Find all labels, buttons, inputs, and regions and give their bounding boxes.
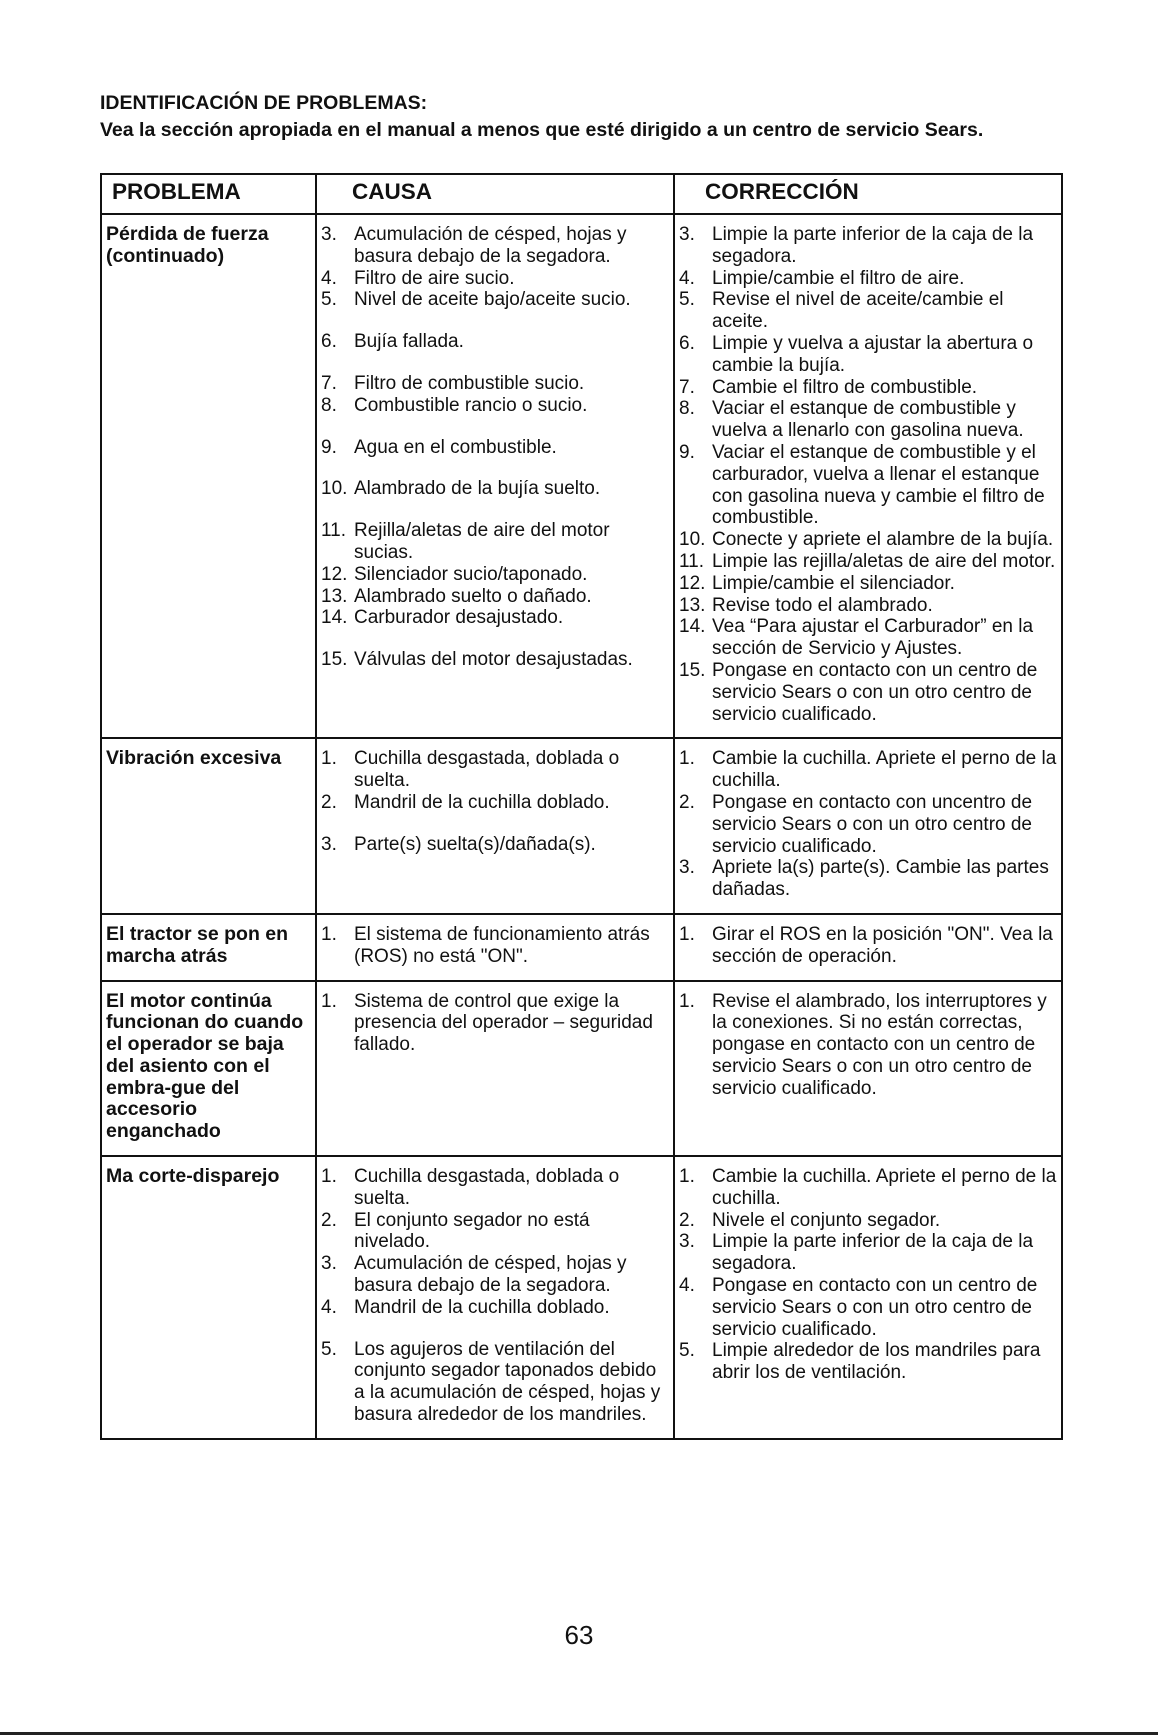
- table-row: [101, 981, 1062, 1157]
- item-text: Parte(s) suelta(s)/dañada(s).: [354, 833, 596, 855]
- correction-item: [679, 398, 1057, 442]
- table-row: [101, 1156, 1062, 1439]
- troubleshooting-table: [100, 173, 1063, 1440]
- item-number: 9.: [321, 436, 337, 458]
- correction-item: [679, 857, 1057, 901]
- problem-cell: Vibración excesiva: [101, 738, 316, 914]
- cause-item: [321, 586, 669, 608]
- correction-list: [679, 1166, 1057, 1384]
- item-text: Mandril de la cuchilla doblado.: [354, 1296, 610, 1318]
- column-header-cause: CAUSA: [316, 174, 674, 214]
- item-number: 14.: [321, 607, 348, 629]
- item-text: Vea “Para ajustar el Carburador” en la sección de Servicio y Ajustes.: [712, 616, 1034, 660]
- item-text: Cambie el filtro de combustible.: [712, 376, 978, 398]
- item-number: 3.: [679, 224, 695, 245]
- cause-item: [321, 224, 669, 268]
- item-text: Nivele el conjunto segador.: [712, 1209, 941, 1231]
- item-text: Pongase en contacto con un centro de servicio Sears o con un otro centro de servicio cualificado.: [712, 659, 1038, 725]
- correction-item: [679, 224, 1057, 268]
- item-text: Combustible rancio o sucio.: [354, 394, 588, 416]
- item-number: 1.: [321, 748, 337, 770]
- item-number: 5.: [679, 289, 695, 311]
- item-number: 5.: [679, 1340, 695, 1362]
- item-text: El conjunto segador no está nivelado.: [354, 1209, 590, 1253]
- table-row: [101, 214, 1062, 738]
- item-text: Válvulas del motor desajustadas.: [354, 649, 633, 671]
- correction-item: [679, 289, 1057, 333]
- item-number: 4.: [321, 1296, 337, 1318]
- correction-item: [679, 551, 1057, 573]
- correction-item: [679, 991, 1057, 1100]
- problem-cell: Ma corte-disparejo: [101, 1156, 316, 1439]
- item-text: Alambrado suelto o dañado.: [354, 585, 592, 607]
- item-text: Agua en el combustible.: [354, 436, 557, 458]
- item-text: Mandril de la cuchilla doblado.: [354, 791, 610, 813]
- section-heading: IDENTIFICACIÓN DE PROBLEMAS:: [100, 92, 428, 114]
- item-number: 4.: [679, 1275, 695, 1297]
- cause-item: [321, 792, 669, 814]
- item-text: El sistema de funcionamiento atrás (ROS) no está "ON".: [354, 923, 650, 967]
- item-text: Cuchilla desgastada, doblada o suelta.: [354, 748, 620, 792]
- item-text: Apriete la(s) parte(s). Cambie las partes dañadas.: [712, 857, 1049, 901]
- item-text: Revise el alambrado, los interruptores y la conexiones. Si no están correctas, pongase en contacto con un centro de servicio Sears o con un otro centro de servicio cualificado.: [712, 990, 1047, 1099]
- item-text: Los agujeros de ventilación del conjunto segador taponados debido a la acumulación de césped, hojas y basura alrededor de los mandriles.: [354, 1338, 661, 1426]
- item-number: 1.: [321, 1166, 337, 1188]
- column-header-correction: CORRECCIÓN: [674, 174, 1062, 214]
- correction-item: [679, 529, 1057, 551]
- correction-item: [679, 660, 1057, 725]
- item-text: Limpie la parte inferior de la caja de la segadora.: [712, 1231, 1034, 1275]
- item-number: 1.: [679, 923, 695, 945]
- item-text: Pongase en contacto con un centro de servicio Sears o con un otro centro de servicio cualificado.: [712, 1275, 1038, 1340]
- item-number: 7.: [679, 376, 695, 398]
- item-number: 1.: [321, 923, 337, 945]
- correction-item: [679, 924, 1057, 968]
- table-row: [101, 914, 1062, 981]
- item-text: Filtro de aire sucio.: [354, 267, 515, 289]
- item-text: Vaciar el estanque de combustible y vuelva a llenarlo con gasolina nueva.: [712, 398, 1024, 442]
- cause-item: [321, 564, 669, 586]
- correction-item: [679, 1166, 1057, 1210]
- cause-item: [321, 1297, 669, 1319]
- item-text: Cambie la cuchilla. Apriete el perno de la cuchilla.: [712, 1166, 1057, 1209]
- item-number: 11.: [679, 550, 705, 572]
- correction-cell: [674, 738, 1062, 914]
- item-number: 12.: [321, 563, 348, 585]
- cause-item: [321, 331, 669, 353]
- item-number: 2.: [321, 791, 337, 813]
- correction-list: [679, 924, 1057, 968]
- item-text: Acumulación de césped, hojas y basura debajo de la segadora.: [354, 1253, 627, 1297]
- cause-item: [321, 437, 669, 459]
- page-number: 63: [564, 1620, 594, 1650]
- correction-item: [679, 748, 1057, 792]
- item-text: Sistema de control que exige la presencia del operador – seguridad fallado.: [354, 990, 653, 1056]
- cause-item: [321, 373, 669, 395]
- correction-item: [679, 442, 1057, 529]
- item-text: Acumulación de césped, hojas y basura debajo de la segadora.: [354, 224, 627, 267]
- item-text: Limpie las rejilla/aletas de aire del motor.: [712, 550, 1056, 572]
- correction-cell: [674, 214, 1062, 738]
- cause-item: [321, 268, 669, 290]
- item-number: 4.: [321, 267, 337, 289]
- correction-item: [679, 333, 1057, 377]
- item-number: 9.: [679, 441, 695, 463]
- cause-list: [321, 224, 669, 671]
- item-text: Bujía fallada.: [354, 331, 464, 353]
- item-number: 10.: [321, 478, 348, 500]
- item-text: Limpie alrededor de los mandriles para abrir los de ventilación.: [712, 1340, 1041, 1384]
- item-number: 7.: [321, 372, 337, 394]
- cause-item: [321, 1166, 669, 1210]
- cause-item: [321, 649, 669, 671]
- cause-item: [321, 924, 669, 968]
- cause-item: [321, 1253, 669, 1297]
- cause-list: [321, 748, 669, 855]
- item-number: 3.: [321, 224, 337, 245]
- cause-item: [321, 834, 669, 856]
- cause-cell: [316, 914, 674, 981]
- item-number: 6.: [321, 331, 337, 353]
- page-bottom-rule: [0, 1732, 1158, 1735]
- item-text: Revise el nivel de aceite/cambie el aceite.: [712, 289, 1004, 333]
- item-text: Limpie/cambie el filtro de aire.: [712, 267, 965, 289]
- column-header-problem: PROBLEMA: [101, 174, 316, 214]
- item-text: Limpie la parte inferior de la caja de la segadora.: [712, 224, 1034, 267]
- cause-item: [321, 395, 669, 417]
- item-number: 1.: [679, 1166, 695, 1188]
- item-text: Filtro de combustible sucio.: [354, 372, 585, 394]
- item-number: 2.: [679, 791, 695, 813]
- item-number: 13.: [321, 585, 348, 607]
- cause-item: [321, 607, 669, 629]
- problem-cell: Pérdida de fuerza (continuado): [101, 214, 316, 738]
- item-number: 3.: [321, 1253, 337, 1275]
- correction-item: [679, 573, 1057, 595]
- cause-item: [321, 991, 669, 1056]
- item-text: Alambrado de la bujía suelto.: [354, 478, 601, 500]
- item-text: Girar el ROS en la posición "ON". Vea la sección de operación.: [712, 923, 1053, 967]
- item-number: 15.: [321, 649, 348, 671]
- correction-cell: [674, 1156, 1062, 1439]
- item-number: 3.: [321, 833, 337, 855]
- item-number: 4.: [679, 267, 695, 289]
- item-number: 2.: [679, 1209, 695, 1231]
- correction-item: [679, 1231, 1057, 1275]
- item-text: Limpie y vuelva a ajustar la abertura o cambie la bujía.: [712, 332, 1034, 376]
- problem-cell: El tractor se pon en marcha atrás: [101, 914, 316, 981]
- cause-item: [321, 520, 669, 564]
- item-number: 3.: [679, 1231, 695, 1253]
- item-number: 1.: [679, 990, 695, 1012]
- item-text: Nivel de aceite bajo/aceite sucio.: [354, 289, 631, 311]
- item-number: 8.: [321, 394, 337, 416]
- cause-cell: [316, 1156, 674, 1439]
- item-number: 12.: [679, 572, 706, 594]
- item-text: Pongase en contacto con uncentro de servicio Sears o con un otro centro de servicio cualificado.: [712, 791, 1033, 857]
- item-number: 14.: [679, 616, 706, 638]
- item-text: Cuchilla desgastada, doblada o suelta.: [354, 1166, 620, 1209]
- item-number: 10.: [679, 529, 706, 551]
- table-row: [101, 738, 1062, 914]
- table-header-row: [101, 174, 1062, 214]
- item-number: 15.: [679, 659, 706, 681]
- cause-item: [321, 289, 669, 311]
- cause-item: [321, 748, 669, 792]
- correction-cell: [674, 981, 1062, 1157]
- correction-item: [679, 1275, 1057, 1340]
- item-text: Carburador desajustado.: [354, 607, 564, 629]
- correction-item: [679, 595, 1057, 617]
- cause-item: [321, 1339, 669, 1426]
- section-subheading: Vea la sección apropiada en el manual a menos que esté dirigido a un centro de servicio Sears.: [100, 119, 984, 141]
- cause-cell: [316, 214, 674, 738]
- cause-cell: [316, 738, 674, 914]
- correction-list: [679, 224, 1057, 725]
- cause-list: [321, 991, 669, 1056]
- item-number: 3.: [679, 857, 695, 879]
- item-number: 11.: [321, 520, 347, 542]
- correction-list: [679, 748, 1057, 901]
- cause-cell: [316, 981, 674, 1157]
- correction-cell: [674, 914, 1062, 981]
- correction-item: [679, 616, 1057, 660]
- correction-item: [679, 377, 1057, 399]
- item-number: 13.: [679, 594, 706, 616]
- item-text: Vaciar el estanque de combustible y el carburador, vuelva a llenar el estanque con gasolina nueva y cambie el filtro de combustible.: [712, 441, 1045, 529]
- cause-item: [321, 478, 669, 500]
- item-number: 2.: [321, 1209, 337, 1231]
- item-text: Limpie/cambie el silenciador.: [712, 572, 955, 594]
- correction-item: [679, 1210, 1057, 1232]
- cause-item: [321, 1210, 669, 1254]
- correction-item: [679, 268, 1057, 290]
- item-number: 1.: [679, 748, 695, 770]
- item-number: 5.: [321, 1338, 337, 1360]
- item-number: 5.: [321, 289, 337, 311]
- correction-item: [679, 792, 1057, 857]
- item-text: Conecte y apriete el alambre de la bujía.: [712, 529, 1054, 551]
- item-number: 8.: [679, 398, 695, 420]
- item-number: 1.: [321, 990, 337, 1012]
- cause-list: [321, 924, 669, 968]
- cause-list: [321, 1166, 669, 1426]
- item-text: Cambie la cuchilla. Apriete el perno de la cuchilla.: [712, 748, 1057, 792]
- problem-cell: El motor continúa funcionan do cuando el operador se baja del asiento con el embra-gue del accesorio enganchado: [101, 981, 316, 1157]
- correction-list: [679, 991, 1057, 1100]
- item-text: Silenciador sucio/taponado.: [354, 563, 588, 585]
- correction-item: [679, 1340, 1057, 1384]
- item-text: Revise todo el alambrado.: [712, 594, 933, 616]
- item-text: Rejilla/aletas de aire del motor sucias.: [354, 520, 610, 563]
- item-number: 6.: [679, 332, 695, 354]
